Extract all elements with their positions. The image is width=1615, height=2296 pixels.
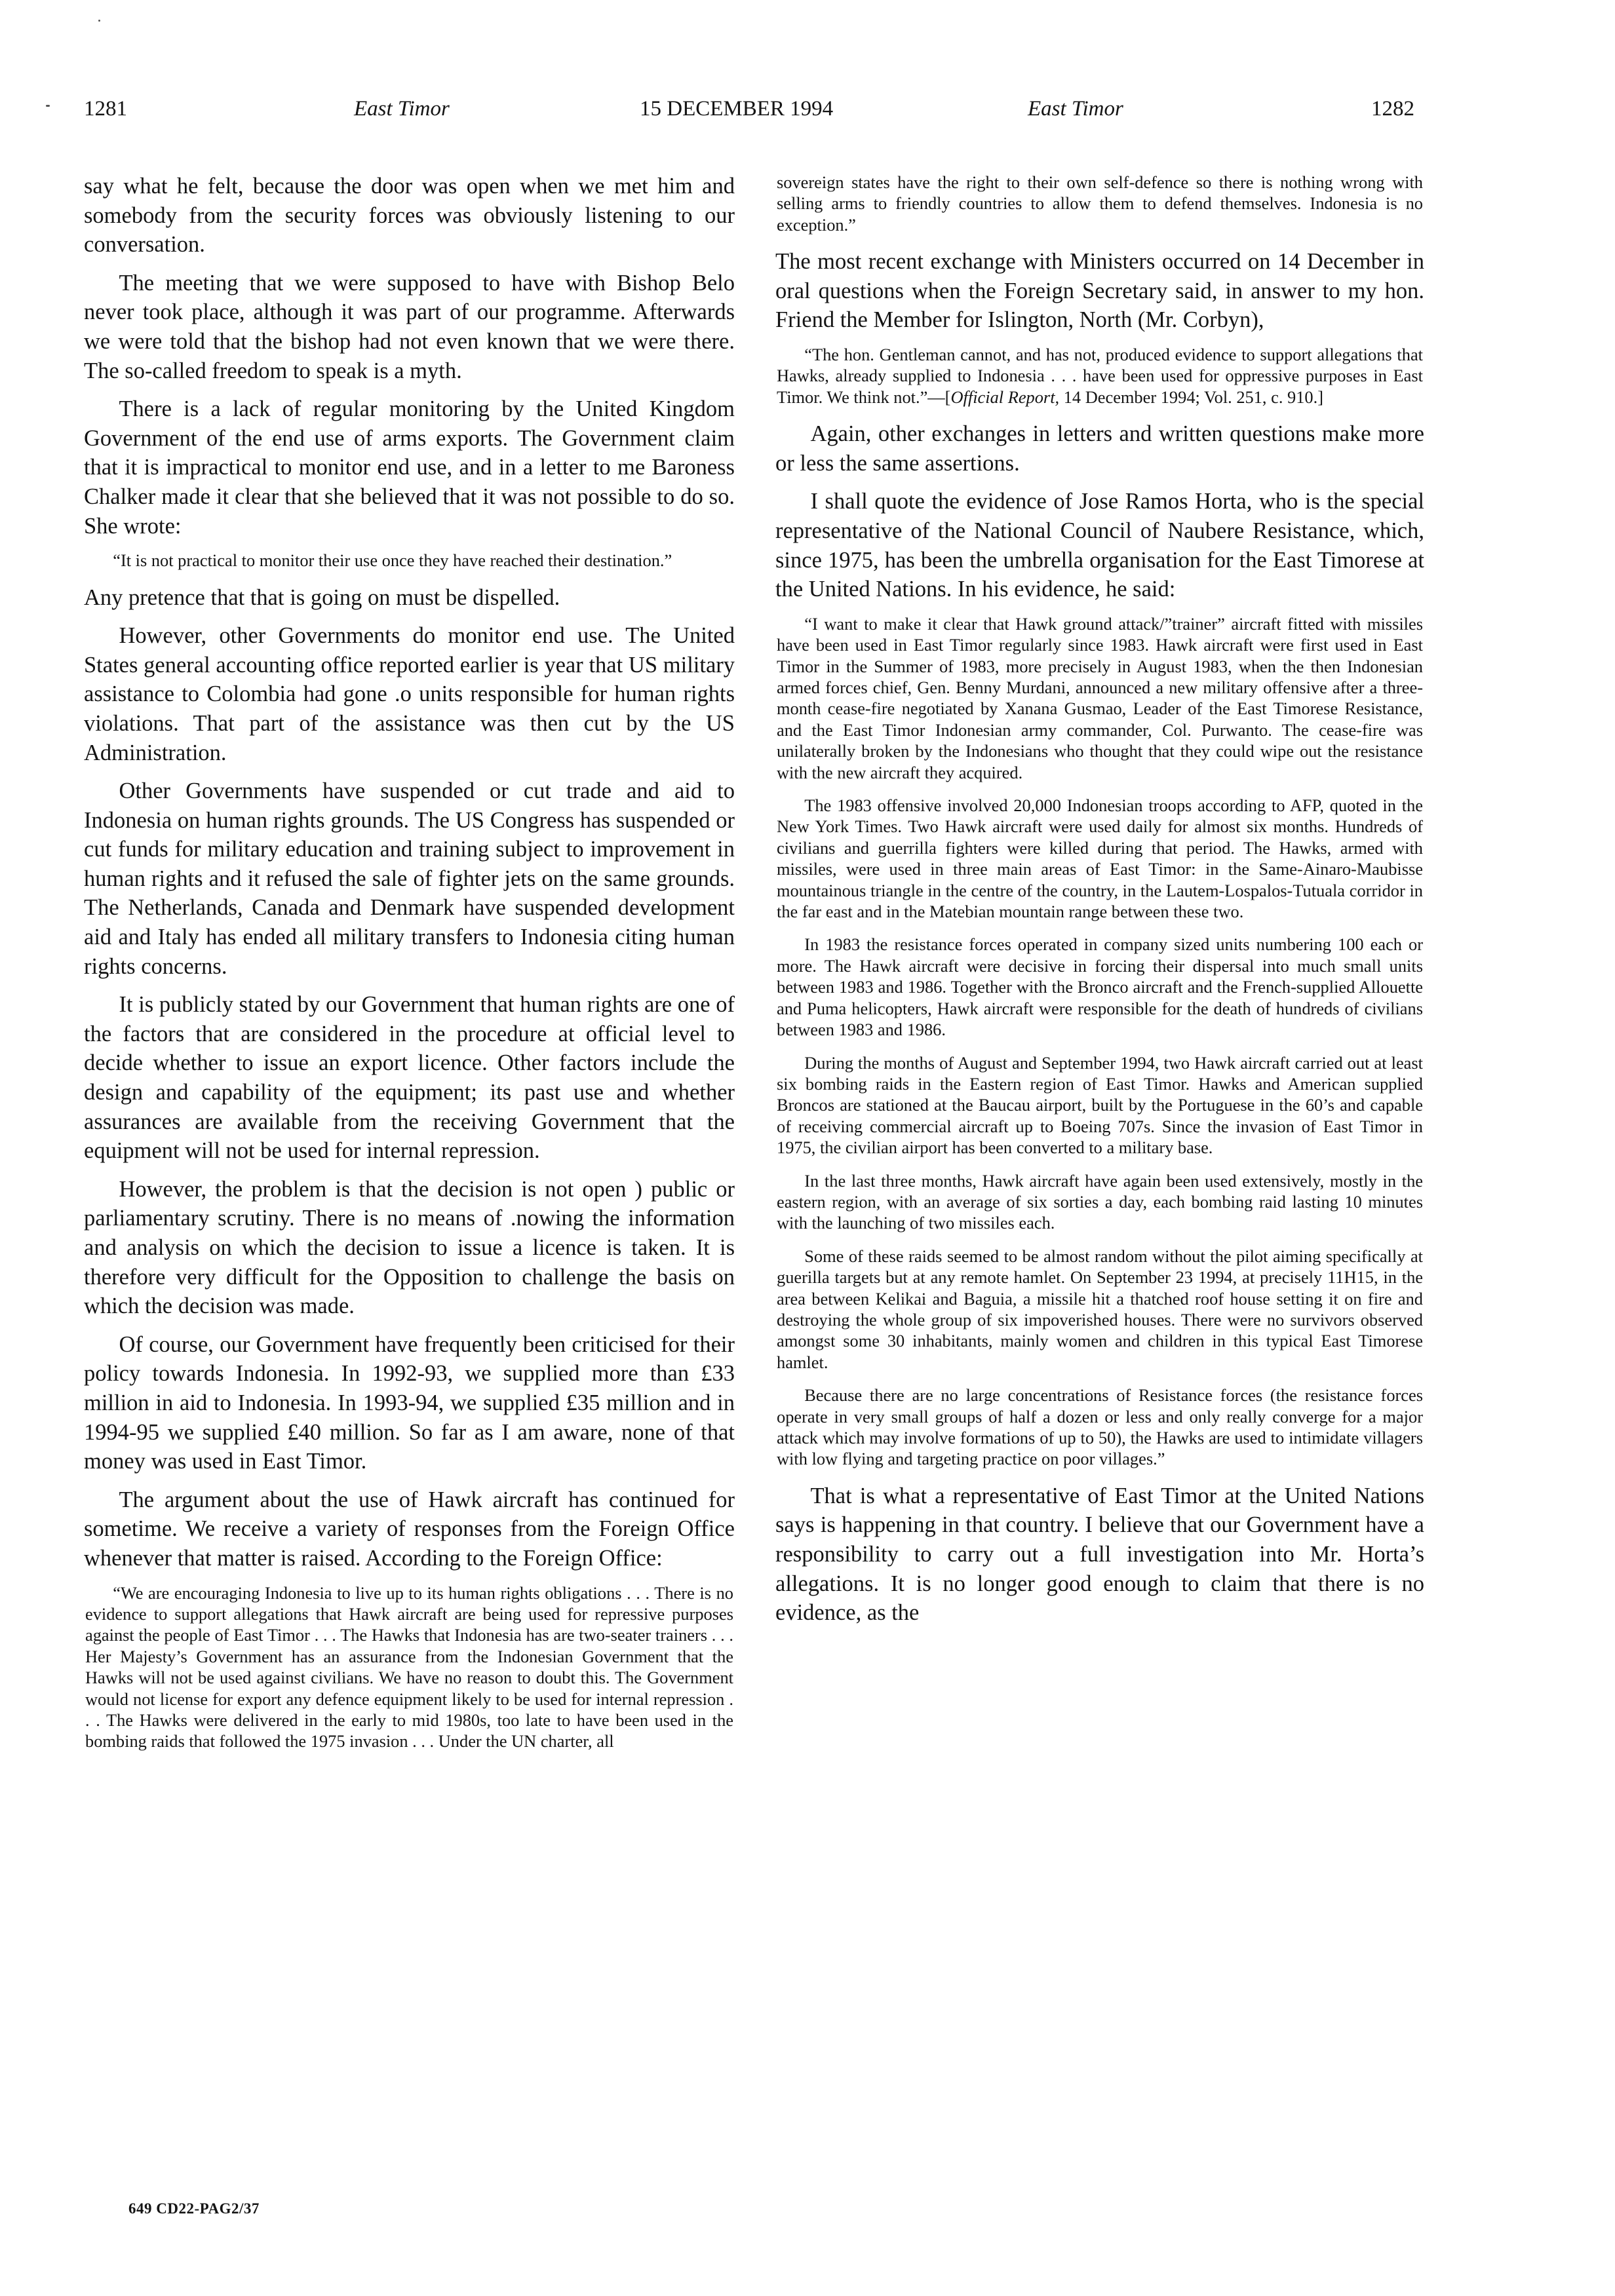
block-quote: “I want to make it clear that Hawk ground attack/”trainer” aircraft fitted with missiles have been used in East Timor regularly since 1983. Hawk aircraft were first used in East Timor in the Summer of 1983, more precisely in August 1983, when the then Indonesian armed forces chief, Gen. Benny Murdani, announced a new military offensive after a three-month cease-fire negotiated by Xanana Gusmao, Leader of the East Timorese Resistance, and the East Timor Indonesian army commander, Col. Purwanto. The cease-fire was unilaterally broken by the Indonesians who thought that they could wipe out the resistance with the new aircraft they acquired. [777,613,1423,782]
official-report-reference: Official Report, [950,387,1060,407]
paragraph: Other Governments have suspended or cut trade and aid to Indonesia on human rights grounds. The US Congress has suspended or cut funds for military education and training subject to improvement in human rights and it refused the sale of fighter jets on the same grounds. The Netherlands, Canada and Denmark have suspended development aid and Italy has ended all military transfers to Indonesia citing human rights concerns. [84,778,735,979]
running-title-right: East Timor [1028,97,1123,121]
block-quote: sovereign states have the right to their own self-defence so there is nothing wrong with selling arms to friendly countries to allow them to defend themselves. Indonesia is no exception.” [777,172,1423,235]
page-header [84,97,1414,130]
paragraph: say what he felt, because the door was open when we met him and somebody from the security forces was obviously listening to our conversation. [84,174,735,258]
column-number-right: 1282 [1371,97,1414,121]
block-quote: In the last three months, Hawk aircraft have again been used extensively, mostly in the eastern region, with an average of six sorties a day, each bombing raid lasting 10 minutes with the launching of two missiles each. [777,1170,1423,1233]
paragraph: There is a lack of regular monitoring by the United Kingdom Government of the end use of arms exports. The Government claim that it is impractical to monitor end use, and in a letter to me Baroness Chalker made it clear that she believed that it was not possible to do so. She wrote: [84,396,735,539]
quote-text: “The hon. Gentleman cannot, and has not, produced evidence to support allegations that Hawks, already supplied to Indonesia . . . have been used for oppressive purposes in East Timor. We think not.”—[ [777,345,1423,407]
left-column [84,172,735,1764]
sitting-date: 15 DECEMBER 1994 [640,97,834,121]
paragraph: It is publicly stated by our Government that human rights are one of the factors that are considered in the procedure at official level to decide whether to issue an export licence. Other factors include the design and capability of the equipment; its past use and whether assurances are available from the receiving Government that the equipment will not be used for internal repression. [84,992,735,1164]
block-quote: During the months of August and September 1994, two Hawk aircraft carried out at least six bombing raids in the Eastern region of East Timor. Hawks and American supplied Broncos are stationed at the Baucau airport, built by the Portuguese in the 60’s and capable of receiving commercial aircraft up to Boeing 707s. Since the invasion of East Timor in 1975, the civilian airport has been converted to a military base. [777,1052,1423,1158]
block-quote: Some of these raids seemed to be almost random without the pilot aiming specifically at guerilla targets but at any remote hamlet. On September 23 1994, at precisely 11H15, in the area between Kelikai and Baguia, a missile hit a thatched roof house setting it on fire and destroying the whole group of six impoverished houses. There were no survivors observed amongst some 30 inhabitants, mainly women and children in this typical East Timorese hamlet. [777,1246,1423,1372]
citation-detail: 14 December 1994; Vol. 251, c. 910.] [1059,387,1324,407]
running-title-left: East Timor [354,97,450,121]
right-column [775,172,1424,1637]
paragraph: Again, other exchanges in letters and written questions make more or less the same assertions. [775,421,1424,476]
column-number-left: 1281 [84,97,127,121]
block-quote: Because there are no large concentrations of Resistance forces (the resistance forces operate in very small groups of half a dozen or less and only really converge for a major attack which may involve formations of up to 50), the Hawks are used to intimidate villagers with low flying and targeting practice on poor villages.” [777,1385,1423,1469]
scan-speck [46,105,50,107]
block-quote: The 1983 offensive involved 20,000 Indonesian troops according to AFP, quoted in the New York Times. Two Hawk aircraft were used daily for almost six months. Hundreds of civilians and guerrilla fighters were killed during that period. The Hawks, armed with missiles, were used in three main areas of East Timor: in the Same-Ainaro-Maubisse mountainous triangle in the centre of the country, in the Lautem-Lospalos-Tutuala corridor in the far east and in the Matebian mountain range between these two. [777,795,1423,922]
block-quote: In 1983 the resistance forces operated in company sized units numbering 100 each or more. The Hawk aircraft were decisive in forcing their dispersal into much small units between 1983 and 1986. Together with the Bronco aircraft and the French-supplied Allouette and Puma helicopters, Hawk aircraft were responsible for the death of hundreds of civilians between 1983 and 1986. [777,934,1423,1040]
block-quote: “We are encouraging Indonesia to live up to its human rights obligations . . . There is no evidence to support allegations that Hawk aircraft are being used for repressive purposes against the people of East Timor . . . The Hawks that Indonesia has are two-seater trainers . . . Her Majesty’s Government has an assurance from the Indonesian Government that the Hawks will not be used against civilians. We have no reason to doubt this. The Government would not license for export any defence equipment likely to be used for internal repression . . . The Hawks were delivered in the early to mid 1980s, too late to have been used in the bombing raids that followed the 1975 invasion . . . Under the UN charter, all [85,1582,733,1751]
print-code: 649 CD22-PAG2/37 [128,2200,260,2217]
paragraph: Any pretence that that is going on must be dispelled. [84,584,560,610]
paragraph: The most recent exchange with Ministers occurred on 14 December in oral questions when the Foreign Secretary said, in answer to my hon. Friend the Member for Islington, North (Mr. Corbyn), [775,249,1424,333]
paragraph: That is what a representative of East Timor at the United Nations says is happening in that country. I believe that our Government have a responsibility to carry out a full investigation into Mr. Horta’s allegations. It is no longer good enough to claim that there is no evidence, as the [775,1483,1424,1626]
block-quote-citation [775,344,1424,408]
scan-speck [98,20,100,22]
paragraph: The meeting that we were supposed to have with Bishop Belo never took place, although it was part of our programme. Afterwards we were told that the bishop had not even known that we were there. The so-called freedom to speak is a myth. [84,270,735,383]
block-quote: “It is not practical to monitor their use once they have reached their destination.” [113,550,672,571]
paragraph: I shall quote the evidence of Jose Ramos Horta, who is the special representative of the National Council of Naubere Resistance, which, since 1975, has been the umbrella organisation for the East Timorese at the United Nations. In his evidence, he said: [775,489,1424,602]
paragraph: However, other Governments do monitor end use. The United States general accounting office reported earlier is year that US military assistance to Colombia had gone .o units responsible for human rights violations. That part of the assistance was then cut by the US Administration. [84,623,735,765]
paragraph: However, the problem is that the decision is not open ) public or parliamentary scrutiny. There is no means of .nowing the information and analysis on which the decision to issue a licence is taken. It is therefore very difficult for the Opposition to challenge the basis on which the decision was made. [84,1176,735,1319]
paragraph: The argument about the use of Hawk aircraft has continued for sometime. We receive a variety of responses from the Foreign Office whenever that matter is raised. According to the Foreign Office: [84,1487,735,1571]
paragraph: Of course, our Government have frequently been criticised for their policy towards Indonesia. In 1992-93, we supplied more than £33 million in aid to Indonesia. In 1993-94, we supplied £35 million and in 1994-95 we supplied £40 million. So far as I am aware, none of that money was used in East Timor. [84,1331,735,1474]
